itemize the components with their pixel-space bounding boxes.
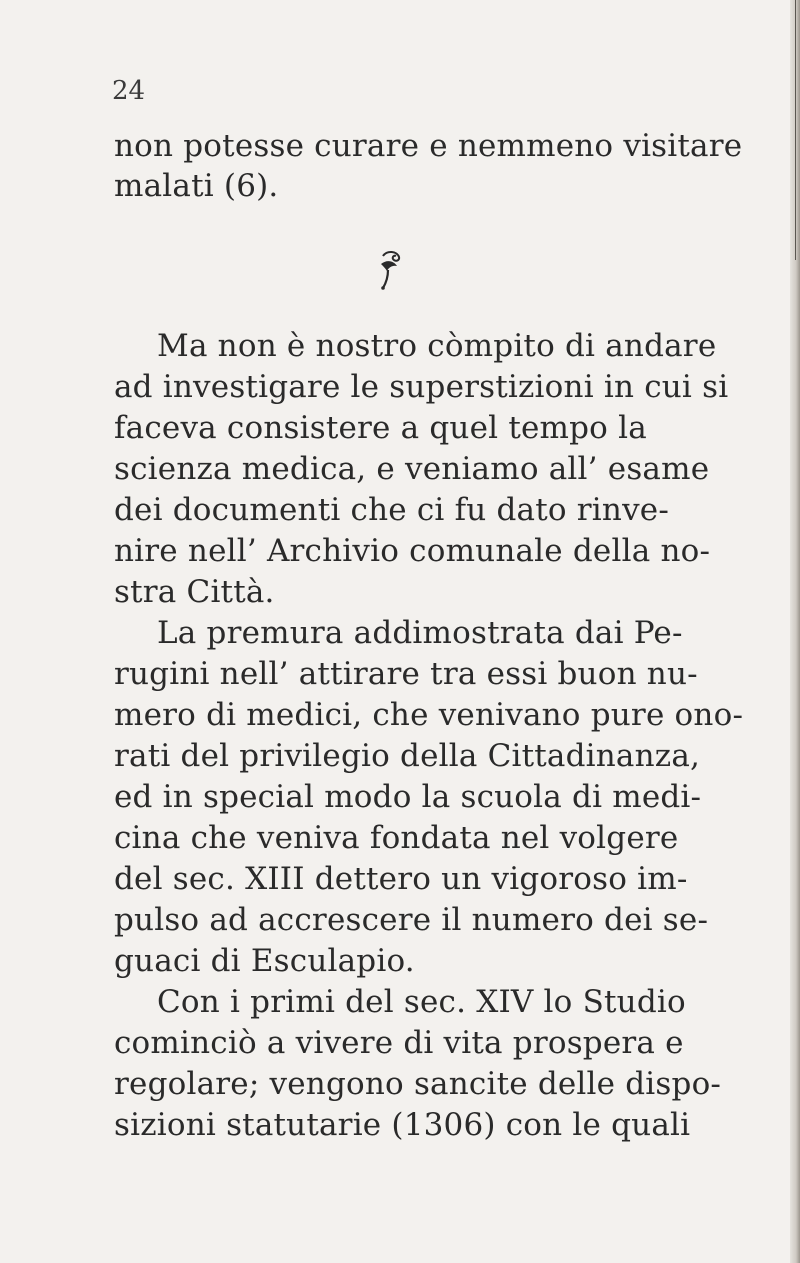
text-line-4: ad investigare le superstizioni in cui si [114,369,729,405]
text-line-3: Ma non è nostro còmpito di andare [157,328,717,364]
text-line-18: guaci di Esculapio. [114,943,415,979]
text-line-17: pulso ad accrescere il numero dei se- [114,902,709,938]
text-line-14: ed in special modo la scuola di medi- [114,779,702,815]
text-line-21: regolare; vengono sancite delle dispo- [114,1066,722,1102]
page-edge-line [795,0,796,260]
page-number: 24 [112,76,146,106]
text-line-11: rugini nell’ attirare tra essi buon nu- [114,656,698,692]
text-line-15: cina che veniva fondata nel volgere [114,820,679,856]
text-line-10: La premura addimostrata dai Pe- [157,615,683,651]
text-line-1: non potesse curare e nemmeno visitare [114,128,743,164]
text-line-5: faceva consistere a quel tempo la [114,410,647,446]
text-line-12: mero di medici, che venivano pure ono- [114,697,744,733]
text-line-6: scienza medica, e veniamo all’ esame [114,451,710,487]
text-line-20: cominciò a vivere di vita prospera e [114,1025,684,1061]
text-line-7: dei documenti che ci fu dato rinve- [114,492,670,528]
text-line-9: stra Città. [114,574,275,610]
text-line-8: nire nell’ Archivio comunale della no- [114,533,711,569]
text-line-13: rati del privilegio della Cittadinanza, [114,738,701,774]
fleuron-ornament-icon [377,250,403,292]
text-line-2: malati (6). [114,168,279,204]
text-line-16: del sec. XIII dettero un vigoroso im- [114,861,688,897]
text-line-19: Con i primi del sec. XIV lo Studio [157,984,686,1020]
text-line-22: sizioni statutarie (1306) con le quali [114,1107,691,1143]
